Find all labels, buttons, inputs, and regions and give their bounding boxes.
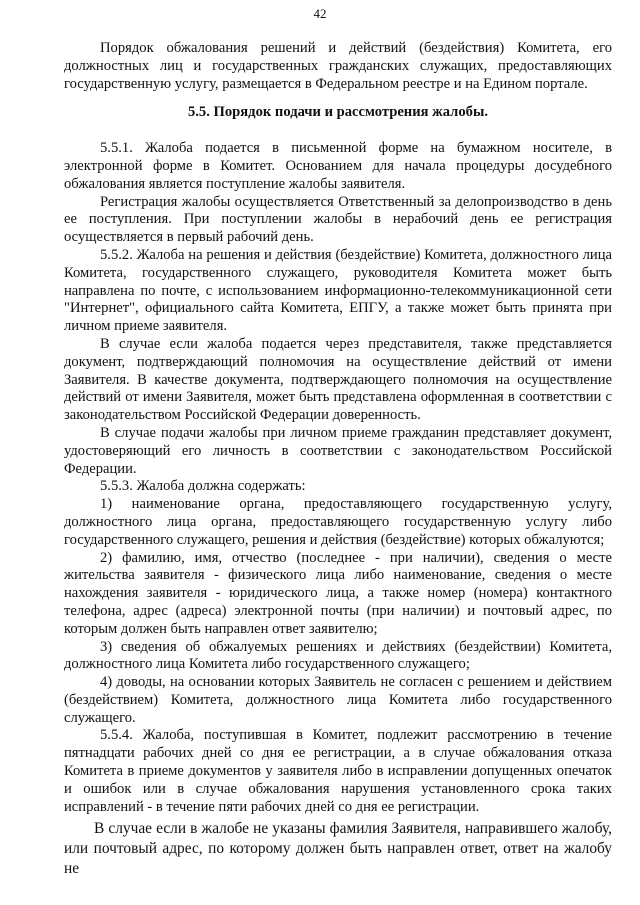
list-item-1: 1) наименование органа, предоставляющего государственную услугу, должностного лица органа, предоставляющего государственную услугу либо государственного служащего, решения и действия (бездействие) которых обжалуются; <box>64 496 612 548</box>
final-paragraph: В случае если в жалобе не указаны фамилия Заявителя, направившего жалобу, или почтовый адрес, по которому должен быть направлен ответ, ответ на жалобу не <box>64 820 612 878</box>
paragraph-representative: В случае если жалоба подается через представителя, также представляется документ, подтверждающий полномочия на осуществление действий от имени Заявителя. В качестве документа, подтверждающего полномочия на осуществление действий от имени Заявителя, может быть представлена оформленная в соответствии с законодательством Российской Федерации доверенность. <box>64 335 612 424</box>
paragraph-personal-reception: В случае подачи жалобы при личном приеме гражданин представляет документ, удостоверяющий его личность в соответствии с законодательством Российской Федерации. <box>64 424 612 477</box>
section-heading: 5.5. Порядок подачи и рассмотрения жалобы. <box>187 104 488 121</box>
intro-paragraph: Порядок обжалования решений и действий (бездействия) Комитета, его должностных лиц и государственных гражданских служащих, предоставляющих государственную услугу, размещается в Федеральном реестре и на Едином портале. <box>64 40 612 92</box>
document-body <box>64 40 612 879</box>
paragraph-registration: Регистрация жалобы осуществляется Ответственный за делопроизводство в день ее поступления. При поступлении жалобы в нерабочий день ее регистрация осуществляется в первый рабочий день. <box>64 193 612 246</box>
list-item-3: 3) сведения об обжалуемых решениях и действиях (бездействии) Комитета, должностного лица Комитета либо государственного служащего; <box>64 638 612 673</box>
list-item-2: 2) фамилию, имя, отчество (последнее - при наличии), сведения о месте жительства заявителя - физического лица либо наименование, сведения о месте нахождения заявителя - юридического лица, а также номер (номера) контактного телефона, адрес (адреса) электронной почты (при наличии) и почтовый адрес, по которым должен быть направлен ответ заявителю; <box>64 549 612 637</box>
paragraph-5-5-4: 5.5.4. Жалоба, поступившая в Комитет, подлежит рассмотрению в течение пятнадцати рабочих дней со дня ее регистрации, а в случае обжалования отказа Комитета в приеме документов у заявителя либо в исправлении допущенных опечаток и ошибок или в случае обжалования нарушения установленного срока таких исправлений - в течение пяти рабочих дней со дня ее регистрации. <box>64 727 612 815</box>
paragraph-5-5-1: 5.5.1. Жалоба подается в письменной форме на бумажном носителе, в электронной форме в Комитет. Основанием для начала процедуры досудебного обжалования является поступление жалобы заявителя. <box>64 140 612 192</box>
paragraph-5-5-3: 5.5.3. Жалоба должна содержать: <box>100 478 306 495</box>
paragraph-5-5-2: 5.5.2. Жалоба на решения и действия (бездействие) Комитета, должностного лица Комитета, государственного служащего, руководителя Комитета может быть направлена по почте, с использованием информационно-телекоммуникационной сети "Интернет", официального сайта Комитета, ЕПГУ, а также может быть принята при личном приеме заявителя. <box>64 246 612 335</box>
page-number: 42 <box>313 6 327 21</box>
list-item-4: 4) доводы, на основании которых Заявитель не согласен с решением и действием (бездействием) Комитета, должностного лица Комитета либо государственного служащего. <box>64 674 612 726</box>
